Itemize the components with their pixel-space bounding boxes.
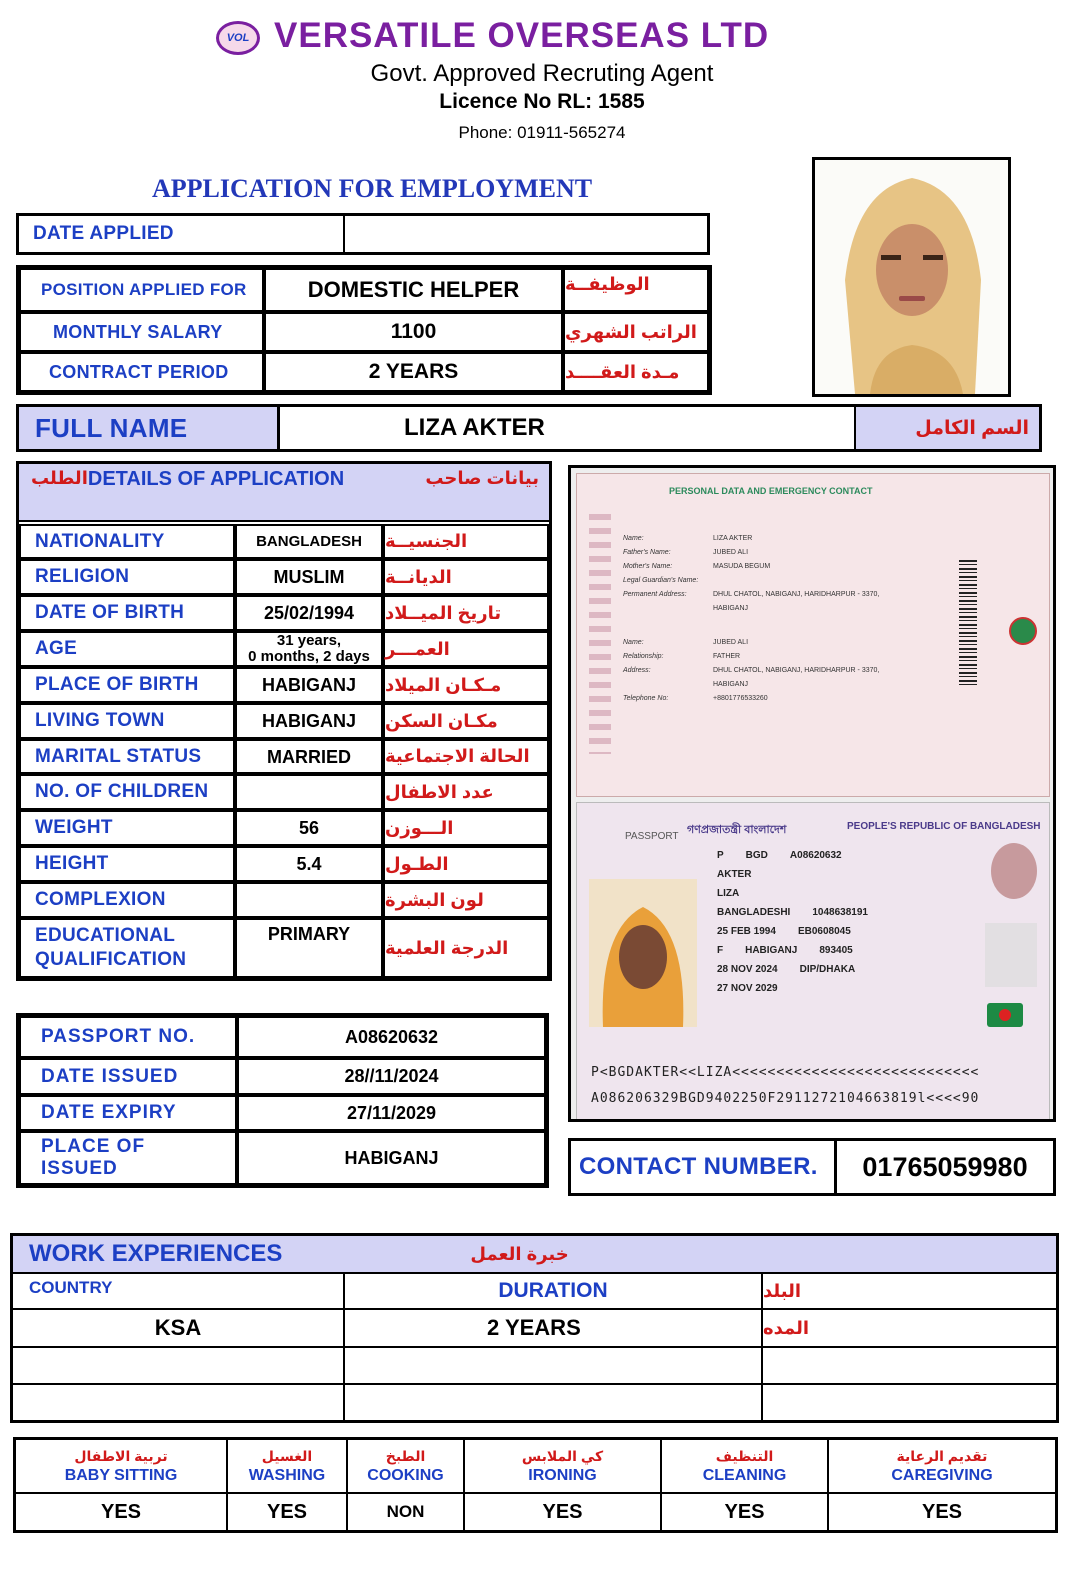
pp-field-key: Address: (623, 667, 651, 674)
bd-emblem (1009, 617, 1037, 645)
full-name-value: LIZA AKTER (404, 414, 545, 441)
pp-field-value: +8801776533260 (713, 695, 768, 702)
work-country (13, 1348, 345, 1385)
pp-field-value: MASUDA BEGUM (713, 563, 771, 570)
bangla-header: গণপ্রজাতন্ত্রী বাংলাদেশ (687, 824, 787, 836)
bio-given: LIZA (717, 888, 740, 899)
passport-holder-photo (589, 879, 697, 1027)
detail-ar: الجنسيــة (383, 524, 549, 559)
bio-personal_no: 1048638191 (812, 907, 868, 918)
detail-ar: الطـول (383, 846, 549, 882)
contract-label: CONTRACT PERIOD (19, 352, 264, 392)
bio-row (717, 868, 957, 881)
pp-field-key: Telephone No: (623, 695, 669, 702)
col-ar: البلد (763, 1274, 1056, 1310)
pp-field (623, 636, 913, 650)
detail-value: HABIGANJ (235, 703, 383, 739)
bio-row (717, 944, 957, 957)
skill-en: CAREGIVING (891, 1466, 993, 1484)
detail-label: LIVING TOWN (19, 703, 235, 739)
work-ar (763, 1385, 1056, 1420)
pp-field (623, 664, 913, 692)
skill-en: IRONING (528, 1466, 597, 1484)
passport-info-label: PLACE OF ISSUED (19, 1131, 237, 1185)
bio-row (717, 849, 957, 862)
detail-ar: مكـان السكن (383, 703, 549, 739)
mrz-line-1: P<BGDAKTER<<LIZA<<<<<<<<<<<<<<<<<<<<<<<<<<<< (591, 1065, 980, 1080)
pp-field-key: Name: (623, 535, 644, 542)
detail-value (235, 774, 383, 810)
bio-row (717, 906, 957, 919)
detail-value: 25/02/1994 (235, 595, 383, 631)
skill-value: NON (348, 1494, 465, 1530)
detail-label: RELIGION (19, 559, 235, 595)
skill-header (829, 1440, 1055, 1494)
work-title-ar: خبرة العمل (470, 1243, 569, 1264)
work-country (13, 1385, 345, 1420)
pp-field-value: LIZA AKTER (713, 535, 753, 542)
passport-info-label: DATE EXPIRY (19, 1095, 237, 1131)
detail-ar: تاريخ الميــلاد (383, 595, 549, 631)
detail-label: DATE OF BIRTH (19, 595, 235, 631)
work-ar (763, 1348, 1056, 1385)
logo-text: VOL (226, 32, 250, 44)
full-name-label: FULL NAME (19, 407, 280, 449)
position-value: DOMESTIC HELPER (264, 268, 563, 312)
ghost-photo-2 (985, 923, 1037, 987)
detail-label: PLACE OF BIRTH (19, 667, 235, 703)
pp-field-value (713, 574, 913, 588)
detail-label: AGE (19, 631, 235, 667)
pp-field (623, 546, 913, 560)
contract-ar: مـدة العقــــد (563, 352, 709, 392)
work-header (13, 1236, 1056, 1274)
position-ar: الوظيفــة (563, 268, 709, 312)
flag-hologram (987, 1003, 1023, 1027)
detail-label: WEIGHT (19, 810, 235, 846)
skill-ar: الطبخ (385, 1447, 426, 1464)
bio-authority: DIP/DHAKA (799, 964, 856, 975)
skill-ar: الغسيل (261, 1447, 313, 1464)
details-title-ar-left: الطلب (31, 468, 88, 488)
ghost-photo (991, 843, 1037, 899)
skill-en: COOKING (367, 1466, 444, 1484)
pp-field-value: FATHER (713, 653, 741, 660)
detail-value: 31 years, 0 months, 2 days (235, 631, 383, 667)
salary-value: 1100 (264, 312, 563, 352)
passport-scan (568, 465, 1056, 1122)
applicant-photo (812, 157, 1011, 397)
detail-label: MARITAL STATUS (19, 739, 235, 774)
detail-label: NATIONALITY (19, 524, 235, 559)
passport-info-value: A08620632 (237, 1016, 546, 1058)
detail-value: 5.4 (235, 846, 383, 882)
detail-ar: الحالة الاجتماعية (383, 739, 549, 774)
bio-dob: 25 FEB 1994 (717, 926, 776, 937)
bio-row (717, 963, 957, 976)
work-duration (345, 1385, 763, 1420)
position-label: POSITION APPLIED FOR (19, 268, 264, 312)
detail-value: PRIMARY (235, 918, 383, 978)
skill-header (465, 1440, 662, 1494)
skill-ar: التنظيف (715, 1447, 774, 1464)
pp-field-key: Relationship: (623, 653, 664, 660)
pp-field-value: DHUL CHATOL, NABIGANJ, HARIDHARPUR - 3370, HABIGANJ (713, 667, 880, 688)
detail-label: COMPLEXION (19, 882, 235, 918)
work-duration (345, 1348, 763, 1385)
detail-ar: لون البشرة (383, 882, 549, 918)
full-name-ar: السم الكامل (854, 407, 1039, 449)
work-title: WORK EXPERIENCES (29, 1240, 283, 1267)
form-title: APPLICATION FOR EMPLOYMENT (152, 174, 593, 203)
detail-label: NO. OF CHILDREN (19, 774, 235, 810)
company-name: VERSATILE OVERSEAS LTD (274, 16, 770, 55)
skill-ar: تربية الاطفال (74, 1447, 168, 1464)
pp-field-key: Legal Guardian's Name: (623, 577, 699, 584)
skill-value: YES (16, 1494, 228, 1530)
emergency-fields (623, 532, 913, 706)
skill-header (348, 1440, 465, 1494)
pp-field-key: Name: (623, 639, 644, 646)
passport-info-label: PASSPORT NO. (19, 1016, 237, 1058)
detail-value: BANGLADESH (235, 524, 383, 559)
passport-word: PASSPORT (625, 831, 679, 842)
detail-value: MUSLIM (235, 559, 383, 595)
pp-field (623, 574, 913, 588)
pp-field-value: JUBED ALI (713, 639, 749, 646)
passport-bio-page (576, 802, 1050, 1122)
pp-field (623, 692, 913, 706)
skill-en: WASHING (248, 1466, 326, 1484)
detail-value: 56 (235, 810, 383, 846)
date-applied-value (345, 216, 707, 252)
detail-ar: عدد الاطفال (383, 774, 549, 810)
work-ar: المده (763, 1310, 1056, 1348)
licence: Licence No RL: 1585 (439, 90, 645, 113)
bio-type: P (717, 850, 724, 861)
detail-ar: الديانــة (383, 559, 549, 595)
pp-field-value: JUBED ALI (713, 549, 749, 556)
skill-value: YES (465, 1494, 662, 1530)
detail-label: EDUCATIONAL QUALIFICATION (19, 918, 235, 978)
detail-ar: مـكـان الميلاد (383, 667, 549, 703)
pp-field-key: Mother's Name: (623, 563, 673, 570)
skill-value: YES (662, 1494, 829, 1530)
bio-code: BGD (745, 850, 768, 861)
passport-data-page (576, 473, 1050, 797)
pp-field (623, 650, 913, 664)
pp-field-key: Permanent Address: (623, 591, 687, 598)
passport-info-value: HABIGANJ (237, 1131, 546, 1185)
tagline: Govt. Approved Recruting Agent (370, 60, 714, 87)
contract-value: 2 YEARS (264, 352, 563, 392)
pp-field (623, 588, 913, 616)
bio-sex: F (717, 945, 724, 956)
pp-field (623, 560, 913, 574)
passport-info-label: DATE ISSUED (19, 1058, 237, 1095)
skill-header (16, 1440, 228, 1494)
bio-fields (717, 849, 957, 1001)
bio-prev_no: EB0608045 (797, 926, 851, 937)
skill-ar: كي الملابس (521, 1447, 604, 1464)
passport-info-value: 27/11/2029 (237, 1095, 546, 1131)
detail-ar: الدرجة العلمية (383, 918, 549, 978)
skill-header (228, 1440, 348, 1494)
skill-header (662, 1440, 829, 1494)
bio-nationality: BANGLADESHI (717, 907, 791, 918)
detail-label: HEIGHT (19, 846, 235, 882)
country-header: PEOPLE'S REPUBLIC OF BANGLADESH (847, 821, 1041, 832)
work-country: KSA (13, 1310, 345, 1348)
passport-info-value: 28//11/2024 (237, 1058, 546, 1095)
pp-field-key: Father's Name: (623, 549, 671, 556)
detail-ar: الـــوزن (383, 810, 549, 846)
bio-row (717, 887, 957, 900)
company-logo (216, 21, 260, 55)
detail-value (235, 882, 383, 918)
punch-holes (589, 514, 611, 754)
detail-value: MARRIED (235, 739, 383, 774)
mrz-line-2: A086206329BGD9402250F2911272104663819l<<<<90 (591, 1091, 980, 1106)
skill-en: BABY SITTING (64, 1466, 178, 1484)
pp-field (623, 532, 913, 546)
details-header (19, 464, 549, 522)
bio-extra: 893405 (819, 945, 853, 956)
col-country: COUNTRY (13, 1274, 345, 1310)
work-duration: 2 YEARS (345, 1310, 763, 1348)
bio-surname: AKTER (717, 869, 752, 880)
contact-label: CONTACT NUMBER. (571, 1141, 837, 1193)
salary-label: MONTHLY SALARY (19, 312, 264, 352)
bio-number: A08620632 (789, 850, 842, 861)
bio-expiry: 27 NOV 2029 (717, 983, 778, 994)
details-title-ar-right: بيانات صاحب (425, 468, 539, 488)
salary-ar: الراتب الشهري (563, 312, 709, 352)
barcode (959, 560, 977, 686)
skill-ar: تقديم الرعاية (896, 1447, 988, 1464)
bio-pob: HABIGANJ (745, 945, 798, 956)
phone: Phone: 01911-565274 (458, 123, 626, 142)
bio-issue: 28 NOV 2024 (717, 964, 778, 975)
date-applied-label: DATE APPLIED (19, 216, 345, 252)
skill-value: YES (921, 1500, 963, 1523)
skill-value: YES (228, 1494, 348, 1530)
detail-ar: العمـــر (383, 631, 549, 667)
pp-field-value: DHUL CHATOL, NABIGANJ, HARIDHARPUR - 3370, HABIGANJ (713, 591, 880, 612)
bio-row (717, 925, 957, 938)
details-title: DETAILS OF APPLICATION (87, 468, 345, 490)
detail-value: HABIGANJ (235, 667, 383, 703)
contact-value: 01765059980 (862, 1151, 1028, 1182)
col-duration: DURATION (345, 1274, 763, 1310)
skill-en: CLEANING (702, 1466, 787, 1484)
bio-row (717, 982, 957, 995)
emergency-title: PERSONAL DATA AND EMERGENCY CONTACT (669, 486, 873, 496)
